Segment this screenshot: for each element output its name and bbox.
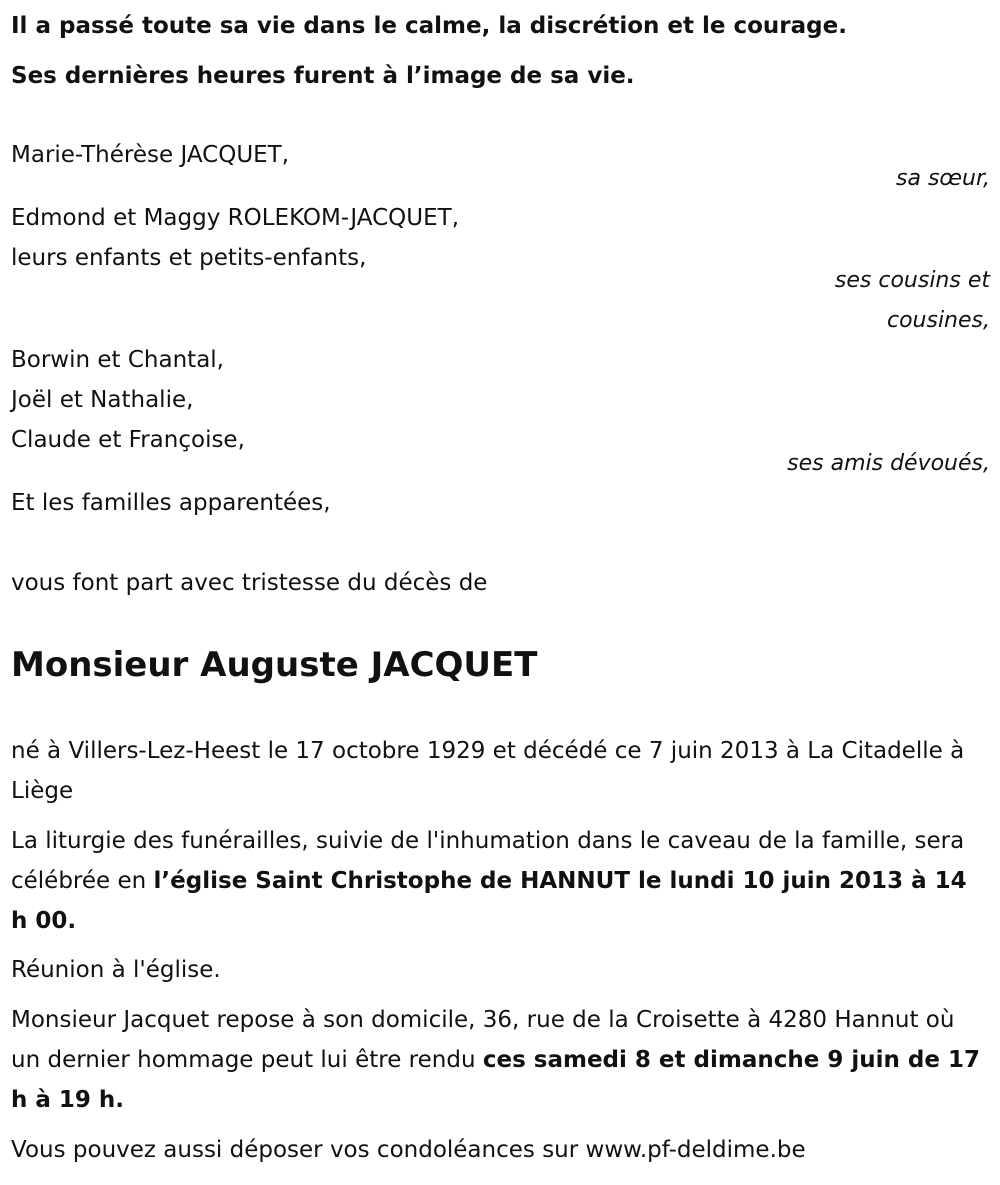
- announcement: vous font part avec tristesse du décès de: [11, 570, 488, 596]
- family-name-cousins-children: leurs enfants et petits-enfants,: [11, 245, 367, 271]
- liturgy-text: La liturgie des funérailles, suivie de l'inhumation dans le caveau de la famille, sera célébrée en: [11, 828, 965, 894]
- family-name-friends-3: Claude et Françoise,: [11, 427, 245, 453]
- relation-sister: sa sœur,: [896, 166, 990, 191]
- intro-line-1: Il a passé toute sa vie dans le calme, la discrétion et le courage.: [11, 13, 847, 39]
- obituary-notice: [11, 0, 990, 1185]
- repose-bold-text: ces samedi 8 et dimanche 9 juin de 17 h à 19 h.: [11, 1047, 980, 1113]
- family-name-cousins: Edmond et Maggy ROLEKOM-JACQUET,: [11, 205, 460, 231]
- liturgy-bold-text: l’église Saint Christophe de HANNUT le lundi 10 juin 2013 à 14 h 00.: [11, 868, 967, 934]
- repose-paragraph: [11, 1000, 986, 1120]
- family-name-friends-1: Borwin et Chantal,: [11, 347, 224, 373]
- family-name-sister: Marie-Thérèse JACQUET,: [11, 142, 290, 168]
- relation-cousins-line-2: cousines,: [886, 308, 990, 333]
- liturgy-paragraph: [11, 821, 986, 941]
- family-name-friends-2: Joël et Nathalie,: [11, 387, 194, 413]
- birth-death-info: né à Villers-Lez-Heest le 17 octobre 1929 et décédé ce 7 juin 2013 à La Citadelle à Liège: [11, 738, 965, 804]
- relation-cousins-line-1: ses cousins et: [834, 268, 990, 293]
- condoleances-info: Vous pouvez aussi déposer vos condoléances sur www.pf-deldime.be: [11, 1137, 806, 1163]
- family-name-relatives: Et les familles apparentées,: [11, 490, 331, 516]
- reunion-info: Réunion à l'église.: [11, 957, 221, 983]
- intro-line-2: Ses dernières heures furent à l’image de sa vie.: [11, 63, 635, 89]
- relation-friends: ses amis dévoués,: [787, 451, 990, 476]
- repose-text: Monsieur Jacquet repose à son domicile, 36, rue de la Croisette à 4280 Hannut où un dernier hommage peut lui être rendu: [11, 1007, 955, 1073]
- deceased-name: Monsieur Auguste JACQUET: [11, 645, 538, 685]
